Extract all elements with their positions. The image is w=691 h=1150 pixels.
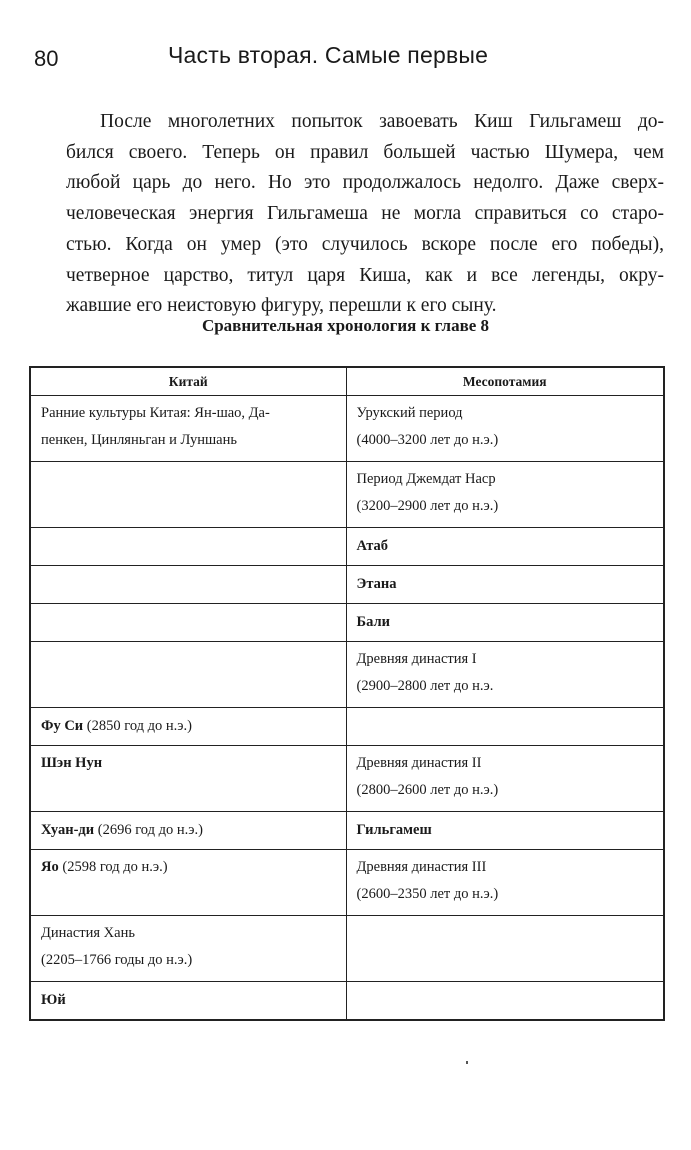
- cell-line: Династия Хань: [41, 925, 135, 941]
- ruler-name: Яо: [41, 859, 59, 875]
- paragraph-line: После многолетних попыток завоевать Киш Гильгамеш до-: [100, 111, 664, 132]
- cell-line: (4000–3200 лет до н.э.): [356, 432, 499, 448]
- running-head: Часть вторая. Самые первые: [168, 42, 489, 68]
- cell-line: Бали: [356, 614, 390, 630]
- cell-mesopotamia: [346, 708, 664, 746]
- table-row: [30, 812, 664, 850]
- cell-mesopotamia: [346, 604, 664, 642]
- cell-line: Древняя династия II: [356, 755, 482, 771]
- date-text: (2850 год до н.э.): [83, 718, 192, 734]
- column-header-china: Китай: [30, 367, 346, 396]
- paragraph-line: стью. Когда он умер (это случилось вскоре после его победы),: [66, 233, 664, 255]
- cell-china: [30, 604, 346, 642]
- cell-mesopotamia: [346, 812, 664, 850]
- table-caption: Сравнительная хронология к главе 8: [201, 316, 490, 335]
- table-row: [30, 708, 664, 746]
- cell-china: [30, 528, 346, 566]
- table-row: [30, 642, 664, 708]
- table-row: [30, 462, 664, 528]
- body-paragraph: [32, 107, 664, 322]
- cell-china: [30, 462, 346, 528]
- cell-china: [30, 642, 346, 708]
- ruler-name: Фу Си: [41, 718, 84, 734]
- cell-line: [41, 817, 336, 844]
- cell-line: [41, 854, 336, 881]
- cell-line: пенкен, Цинляньган и Луншань: [41, 432, 237, 448]
- cell-line: Урукский период: [356, 405, 463, 421]
- cell-line: Юй: [41, 992, 66, 1008]
- cell-line: Древняя династия III: [356, 859, 487, 875]
- cell-line: Гильгамеш: [356, 822, 432, 838]
- cell-mesopotamia: [346, 528, 664, 566]
- date-text: (2696 год до н.э.): [94, 822, 203, 838]
- cell-line: (2800–2600 лет до н.э.): [356, 782, 499, 798]
- table-row: [30, 916, 664, 982]
- cell-china: [30, 566, 346, 604]
- cell-mesopotamia: [346, 746, 664, 812]
- cell-line: (3200–2900 лет до н.э.): [356, 498, 499, 514]
- table-row: [30, 850, 664, 916]
- paragraph-line: четверное царство, титул царя Киша, как и все легенды, окру-: [66, 264, 664, 286]
- cell-line: Ранние культуры Китая: Ян-шао, Да-: [41, 405, 270, 421]
- cell-china: [30, 396, 346, 462]
- cell-line: (2600–2350 лет до н.э.): [356, 886, 499, 902]
- cell-mesopotamia: [346, 396, 664, 462]
- cell-china: [30, 812, 346, 850]
- page-number: 80: [34, 46, 59, 71]
- cell-china: [30, 982, 346, 1020]
- cell-line: [41, 713, 336, 740]
- cell-line: Период Джемдат Наср: [356, 471, 496, 487]
- cell-china: [30, 708, 346, 746]
- cell-mesopotamia: [346, 642, 664, 708]
- cell-line: Атаб: [356, 538, 389, 554]
- column-header-mesopotamia: Месопотамия: [346, 367, 664, 396]
- chronology-table: [29, 366, 665, 1021]
- cell-mesopotamia: [346, 916, 664, 982]
- table-row: [30, 982, 664, 1020]
- cell-line: (2900–2800 лет до н.э.: [356, 678, 494, 694]
- cell-line: Этана: [356, 576, 397, 592]
- table-row: [30, 604, 664, 642]
- table-header-row: [30, 367, 664, 396]
- cell-china: [30, 746, 346, 812]
- cell-mesopotamia: [346, 982, 664, 1020]
- ruler-name: Хуан-ди: [41, 822, 95, 838]
- table-row: [30, 528, 664, 566]
- cell-mesopotamia: [346, 850, 664, 916]
- cell-mesopotamia: [346, 462, 664, 528]
- stray-ink-mark: [466, 1061, 468, 1064]
- cell-mesopotamia: [346, 566, 664, 604]
- cell-line: Древняя династия I: [356, 651, 477, 667]
- paragraph-line: бился своего. Теперь он правил большей частью Шумера, чем: [66, 141, 664, 163]
- cell-china: [30, 916, 346, 982]
- date-text: (2598 год до н.э.): [58, 859, 168, 875]
- paragraph-line: человеческая энергия Гильгамеша не могла справиться со старо-: [66, 203, 664, 225]
- cell-line: Шэн Нун: [41, 755, 103, 771]
- table-row: [30, 396, 664, 462]
- table-row: [30, 746, 664, 812]
- paragraph-line: жавшие его неистовую фигуру, перешли к его сыну.: [66, 295, 497, 317]
- table-row: [30, 566, 664, 604]
- cell-china: [30, 850, 346, 916]
- paragraph-line: любой царь до него. Но это продолжалось недолго. Даже сверх-: [66, 172, 664, 194]
- cell-line: (2205–1766 годы до н.э.): [41, 952, 193, 968]
